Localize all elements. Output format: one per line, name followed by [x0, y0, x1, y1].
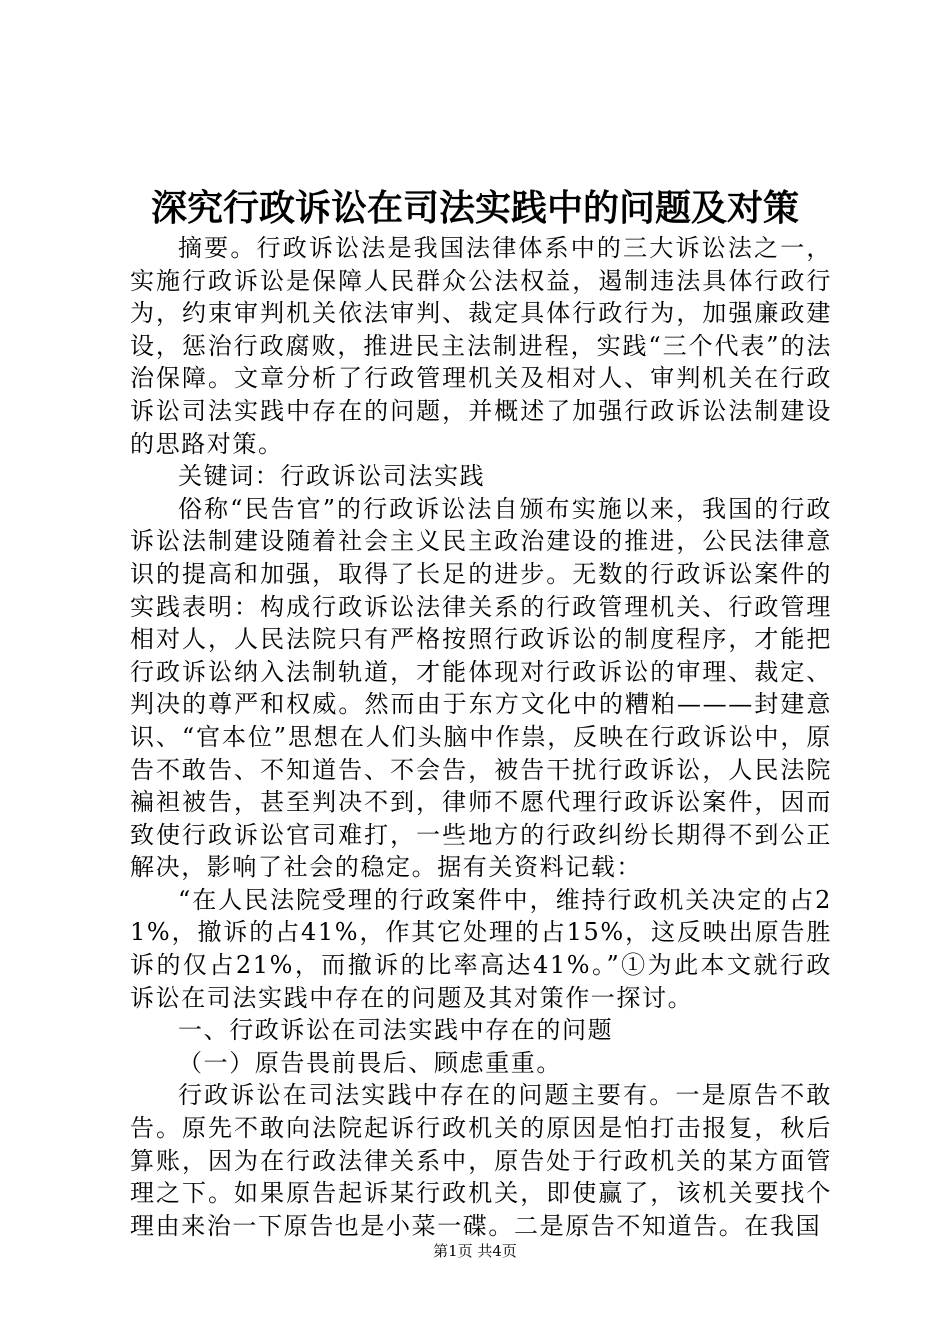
intro-paragraph: 俗称“民告官”的行政诉讼法自颁布实施以来，我国的行政诉讼法制建设随着社会主义民主政治建设的推进，公民法律意识的提高和加强，取得了长足的进步。无数的行政诉讼案件的实践表明：构成行政诉讼法律关系的行政管理机关、行政管理相对人，人民法院只有严格按照行政诉讼的制度程序，才能把行政诉讼纳入法制轨道，才能体现对行政诉讼的审理、裁定、判决的尊严和权威。然而由于东方文化中的糟粕———封建意识、“官本位”思想在人们头脑中作祟，反映在行政诉讼中，原告不敢告、不知道告、不会告，被告干扰行政诉讼，人民法院褊袒被告，甚至判决不到，律师不愿代理行政诉讼案件，因而致使行政诉讼官司难打，一些地方的行政纠纷长期得不到公正解决，影响了社会的稳定。据有关资料记载：	[130, 494, 832, 882]
document-body	[130, 232, 832, 1242]
keywords-paragraph: 关键词：行政诉讼司法实践	[178, 462, 486, 491]
page-footer: 第1页 共4页	[433, 1242, 517, 1260]
subsection-heading: （一）原告畏前畏后、顾虑重重。	[178, 1048, 562, 1077]
body-paragraph: 行政诉讼在司法实践中存在的问题主要有。一是原告不敢告。原先不敢向法院起诉行政机关的原因是怕打击报复，秋后算账，因为在行政法律关系中，原告处于行政机关的某方面管理之下。如果原告起诉某行政机关，即使赢了，该机关要找个理由来治一下原告也是小菜一碟。二是原告不知道告。在我国	[130, 1081, 832, 1240]
document-title: 深究行政诉讼在司法实践中的问题及对策	[150, 187, 799, 229]
abstract-paragraph: 摘要。行政诉讼法是我国法律体系中的三大诉讼法之一，实施行政诉讼是保障人民群众公法权益，遏制违法具体行政行为，约束审判机关依法审判、裁定具体行政行为，加强廉政建设，惩治行政腐败，推进民主法制进程，实践“三个代表”的法治保障。文章分析了行政管理机关及相对人、审判机关在行政诉讼司法实践中存在的问题，并概述了加强行政诉讼法制建设的思路对策。	[130, 234, 832, 458]
section-heading: 一、行政诉讼在司法实践中存在的问题	[178, 1016, 614, 1045]
quote-paragraph: “在人民法院受理的行政案件中，维持行政机关决定的占21%，撤诉的占41%，作其它处理的占15%，这反映出原告胜诉的仅占21%，而撤诉的比率高达41%。”①为此本文就行政诉讼在司法实践中存在的问题及其对策作一探讨。	[130, 885, 832, 1012]
